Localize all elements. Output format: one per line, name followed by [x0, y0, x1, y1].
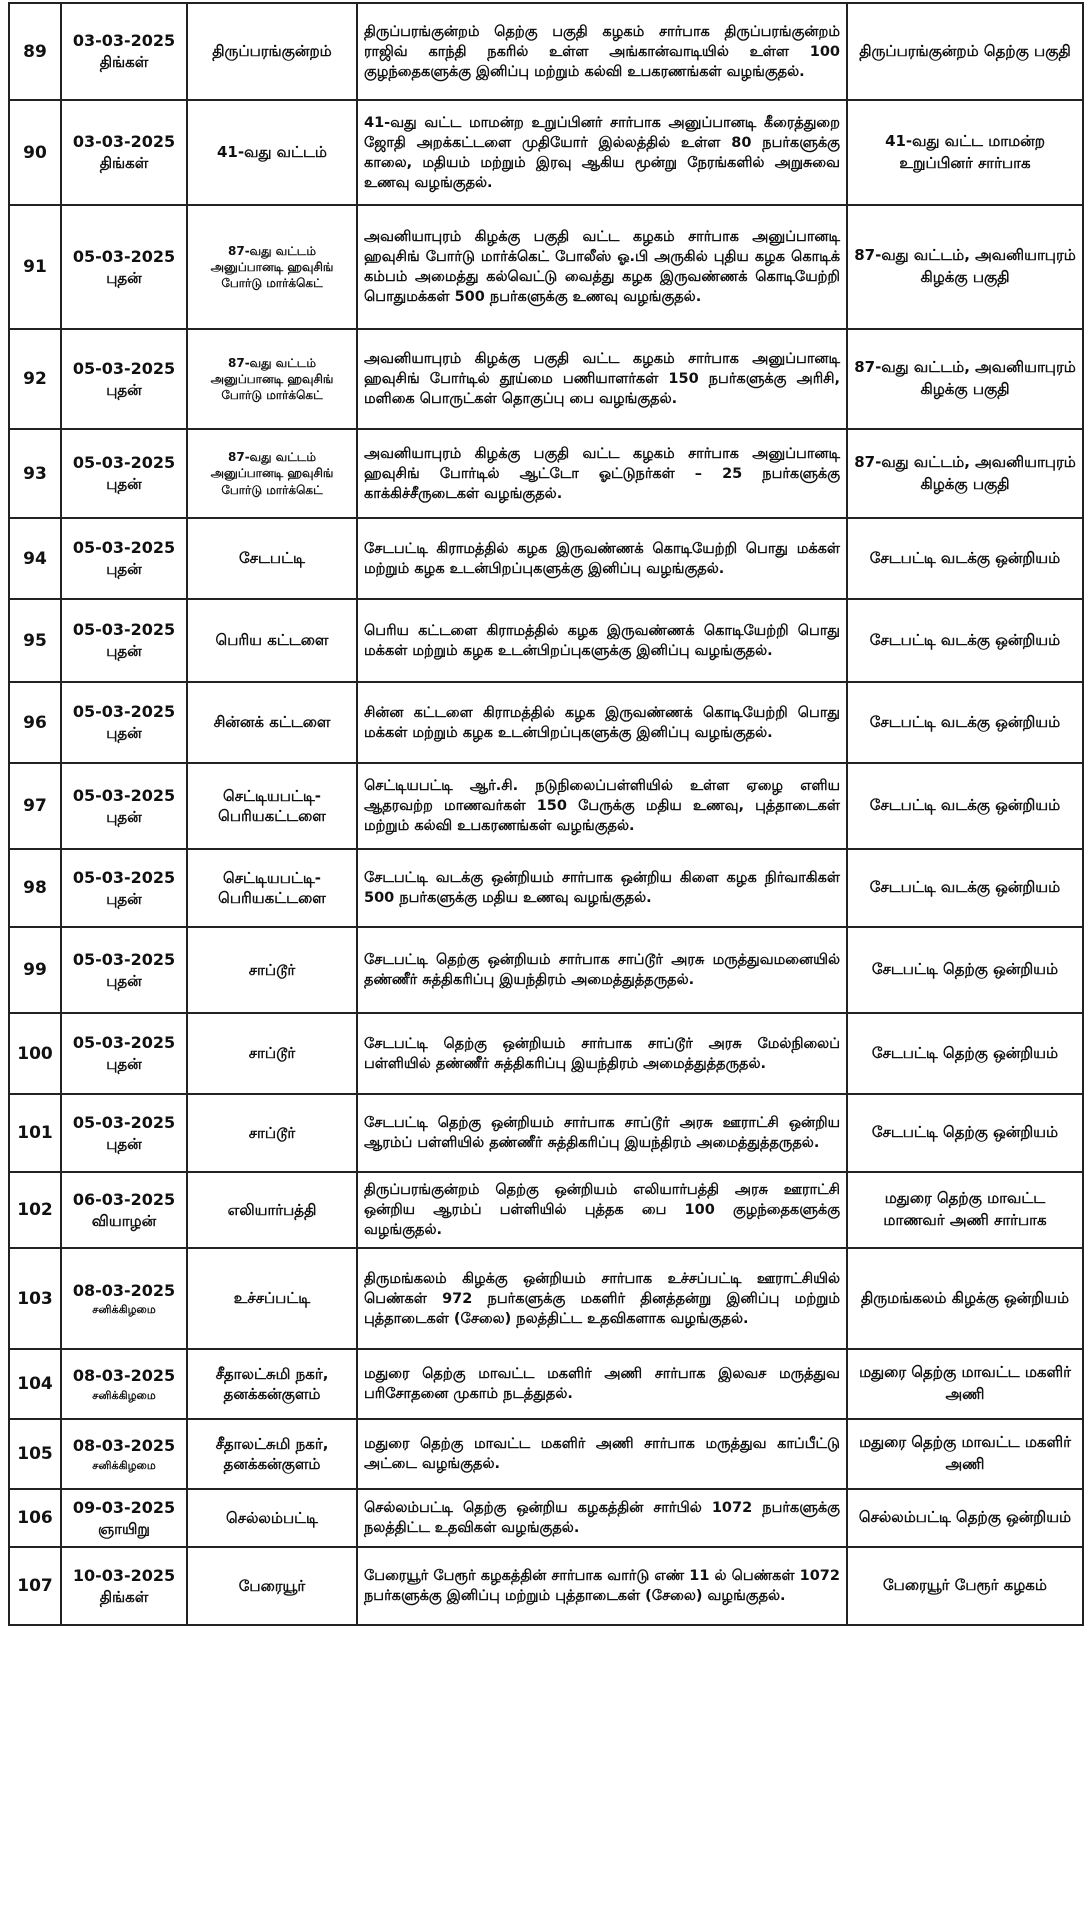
- event-date: 05-03-2025: [72, 246, 176, 266]
- event-weekday: வியாழன்: [91, 1211, 157, 1230]
- row-number: 105: [9, 1419, 61, 1489]
- event-weekday: திங்கள்: [99, 154, 149, 173]
- table-row: [9, 3, 1083, 100]
- event-date: 10-03-2025: [72, 1565, 176, 1585]
- event-organizer: 87-வது வட்டம், அவனியாபுரம் கிழக்கு பகுதி: [847, 329, 1083, 429]
- row-number: 100: [9, 1013, 61, 1094]
- event-description: சேடபட்டி தெற்கு ஒன்றியம் சார்பாக சாப்டூர் அரசு ஊராட்சி ஒன்றிய ஆரம்ப் பள்ளியில் தண்ணீர் சுத்திகரிப்பு இயந்திரம் அமைத்துத்தருதல்.: [357, 1094, 847, 1172]
- event-place: திருப்பரங்குன்றம்: [187, 3, 357, 100]
- date-cell: [61, 1547, 187, 1625]
- row-number: 92: [9, 329, 61, 429]
- date-cell: [61, 329, 187, 429]
- event-date: 05-03-2025: [72, 1112, 176, 1132]
- event-description: அவனியாபுரம் கிழக்கு பகுதி வட்ட கழகம் சார்பாக அனுப்பானடி ஹவுசிங் போர்டில் தூய்மை பணியாளர்கள் 150 நபர்களுக்கு அரிசி, மளிகை பொருட்கள் தொகுப்பு பை வழங்குதல்.: [357, 329, 847, 429]
- event-place: 87-வது வட்டம் அனுப்பானடி ஹவுசிங் போர்டு மார்க்கெட்: [187, 429, 357, 518]
- event-weekday: ஞாயிறு: [98, 1519, 150, 1538]
- date-cell: [61, 518, 187, 599]
- event-date: 05-03-2025: [72, 702, 176, 722]
- row-number: 98: [9, 849, 61, 927]
- event-place: சாப்டூர்: [187, 1094, 357, 1172]
- event-weekday: புதன்: [106, 971, 142, 990]
- events-table-body: [9, 3, 1083, 1625]
- event-organizer: சேடபட்டி வடக்கு ஒன்றியம்: [847, 763, 1083, 849]
- row-number: 94: [9, 518, 61, 599]
- event-description: பேரையூர் பேரூர் கழகத்தின் சார்பாக வார்டு எண் 11 ல் பெண்கள் 1072 நபர்களுக்கு இனிப்பு மற்றும் புத்தாடைகள் (சேலை) வழங்குதல்.: [357, 1547, 847, 1625]
- event-weekday: புதன்: [106, 889, 142, 908]
- event-weekday: சனிக்கிழமை: [92, 1458, 156, 1472]
- event-weekday: புதன்: [106, 807, 142, 826]
- event-organizer: மதுரை தெற்கு மாவட்ட மாணவர் அணி சார்பாக: [847, 1172, 1083, 1248]
- date-cell: [61, 429, 187, 518]
- event-weekday: திங்கள்: [99, 53, 149, 72]
- event-weekday: புதன்: [106, 1134, 142, 1153]
- table-row: [9, 205, 1083, 329]
- date-cell: [61, 1349, 187, 1419]
- table-row: [9, 518, 1083, 599]
- event-organizer: 87-வது வட்டம், அவனியாபுரம் கிழக்கு பகுதி: [847, 205, 1083, 329]
- event-description: செட்டியபட்டி ஆர்.சி. நடுநிலைப்பள்ளியில் உள்ள ஏழை எளிய ஆதரவற்ற மாணவர்கள் 150 பேருக்கு மதிய உணவு, புத்தாடைகள் மற்றும் கல்வி உபகரணங்கள் வழங்குதல்.: [357, 763, 847, 849]
- event-description: சின்ன கட்டளை கிராமத்தில் கழக இருவண்ணக் கொடியேற்றி பொது மக்கள் மற்றும் கழக உடன்பிறப்புகளுக்கு இனிப்பு வழங்குதல்.: [357, 682, 847, 763]
- event-organizer: சேடபட்டி தெற்கு ஒன்றியம்: [847, 1013, 1083, 1094]
- table-row: [9, 849, 1083, 927]
- event-organizer: சேடபட்டி தெற்கு ஒன்றியம்: [847, 927, 1083, 1013]
- table-row: [9, 1248, 1083, 1349]
- event-weekday: சனிக்கிழமை: [92, 1303, 156, 1317]
- event-description: அவனியாபுரம் கிழக்கு பகுதி வட்ட கழகம் சார்பாக அனுப்பானடி ஹவுசிங் போர்டில் ஆட்டோ ஓட்டுநர்கள் – 25 நபர்களுக்கு காக்கிச்சீருடைகள் வழங்குதல்.: [357, 429, 847, 518]
- event-description: சேடபட்டி கிராமத்தில் கழக இருவண்ணக் கொடியேற்றி பொது மக்கள் மற்றும் கழக உடன்பிறப்புகளுக்கு இனிப்பு வழங்குதல்.: [357, 518, 847, 599]
- event-organizer: மதுரை தெற்கு மாவட்ட மகளிர் அணி: [847, 1349, 1083, 1419]
- event-date: 05-03-2025: [72, 453, 176, 473]
- table-row: [9, 927, 1083, 1013]
- table-row: [9, 1349, 1083, 1419]
- event-date: 03-03-2025: [72, 132, 176, 152]
- row-number: 101: [9, 1094, 61, 1172]
- event-description: சேடபட்டி தெற்கு ஒன்றியம் சார்பாக சாப்டூர் அரசு மேல்நிலைப் பள்ளியில் தண்ணீர் சுத்திகரிப்பு இயந்திரம் அமைத்துத்தருதல்.: [357, 1013, 847, 1094]
- row-number: 104: [9, 1349, 61, 1419]
- date-cell: [61, 1172, 187, 1248]
- event-organizer: பேரையூர் பேரூர் கழகம்: [847, 1547, 1083, 1625]
- event-place: 87-வது வட்டம் அனுப்பானடி ஹவுசிங் போர்டு மார்க்கெட்: [187, 329, 357, 429]
- row-number: 93: [9, 429, 61, 518]
- event-weekday: புதன்: [106, 560, 142, 579]
- row-number: 107: [9, 1547, 61, 1625]
- date-cell: [61, 599, 187, 682]
- event-organizer: 41-வது வட்ட மாமன்ற உறுப்பினர் சார்பாக: [847, 100, 1083, 205]
- event-organizer: 87-வது வட்டம், அவனியாபுரம் கிழக்கு பகுதி: [847, 429, 1083, 518]
- event-description: சேடபட்டி வடக்கு ஒன்றியம் சார்பாக ஒன்றிய கிளை கழக நிர்வாகிகள் 500 நபர்களுக்கு மதிய உணவு வழங்குதல்.: [357, 849, 847, 927]
- table-row: [9, 1013, 1083, 1094]
- table-row: [9, 329, 1083, 429]
- event-date: 05-03-2025: [72, 785, 176, 805]
- event-description: திருப்பரங்குன்றம் தெற்கு பகுதி கழகம் சார்பாக திருப்பரங்குன்றம் ராஜிவ் காந்தி நகரில் உள்ள அங்கான்வாடியில் உள்ள 100 குழந்தைகளுக்கு இனிப்பு மற்றும் கல்வி உபகரணங்கள் வழங்குதல்.: [357, 3, 847, 100]
- event-place: செல்லம்பட்டி: [187, 1489, 357, 1547]
- date-cell: [61, 682, 187, 763]
- event-date: 08-03-2025: [72, 1280, 176, 1300]
- event-weekday: புதன்: [106, 724, 142, 743]
- row-number: 102: [9, 1172, 61, 1248]
- table-row: [9, 100, 1083, 205]
- event-place: எலியார்பத்தி: [187, 1172, 357, 1248]
- event-description: சேடபட்டி தெற்கு ஒன்றியம் சார்பாக சாப்டூர் அரசு மருத்துவமனையில் தண்ணீர் சுத்திகரிப்பு இயந்திரம் அமைத்துத்தருதல்.: [357, 927, 847, 1013]
- date-cell: [61, 3, 187, 100]
- event-description: பெரிய கட்டளை கிராமத்தில் கழக இருவண்ணக் கொடியேற்றி பொது மக்கள் மற்றும் கழக உடன்பிறப்புகளுக்கு இனிப்பு வழங்குதல்.: [357, 599, 847, 682]
- event-date: 06-03-2025: [72, 1189, 176, 1209]
- event-date: 05-03-2025: [72, 1033, 176, 1053]
- event-organizer: சேடபட்டி தெற்கு ஒன்றியம்: [847, 1094, 1083, 1172]
- row-number: 95: [9, 599, 61, 682]
- event-date: 09-03-2025: [72, 1497, 176, 1517]
- date-cell: [61, 763, 187, 849]
- date-cell: [61, 1419, 187, 1489]
- row-number: 91: [9, 205, 61, 329]
- row-number: 97: [9, 763, 61, 849]
- event-weekday: புதன்: [106, 268, 142, 287]
- date-cell: [61, 1013, 187, 1094]
- row-number: 103: [9, 1248, 61, 1349]
- event-organizer: சேடபட்டி வடக்கு ஒன்றியம்: [847, 599, 1083, 682]
- event-organizer: திருப்பரங்குன்றம் தெற்கு பகுதி: [847, 3, 1083, 100]
- event-place: செட்டியபட்டி-பெரியகட்டளை: [187, 763, 357, 849]
- row-number: 90: [9, 100, 61, 205]
- event-place: சீதாலட்சுமி நகர், தனக்கன்குளம்: [187, 1419, 357, 1489]
- event-place: சீதாலட்சுமி நகர், தனக்கன்குளம்: [187, 1349, 357, 1419]
- event-organizer: சேடபட்டி வடக்கு ஒன்றியம்: [847, 682, 1083, 763]
- event-place: சேடபட்டி: [187, 518, 357, 599]
- event-date: 05-03-2025: [72, 867, 176, 887]
- row-number: 89: [9, 3, 61, 100]
- event-weekday: புதன்: [106, 380, 142, 399]
- event-date: 08-03-2025: [72, 1436, 176, 1456]
- event-description: திருப்பரங்குன்றம் தெற்கு ஒன்றியம் எலியார்பத்தி அரசு ஊராட்சி ஒன்றிய ஆரம்ப் பள்ளியில் புத்தக பை 100 குழந்தைகளுக்கு வழங்குதல்.: [357, 1172, 847, 1248]
- event-place: செட்டியபட்டி-பெரியகட்டளை: [187, 849, 357, 927]
- event-date: 05-03-2025: [72, 358, 176, 378]
- events-table: [8, 2, 1084, 1626]
- event-date: 08-03-2025: [72, 1366, 176, 1386]
- date-cell: [61, 100, 187, 205]
- date-cell: [61, 1248, 187, 1349]
- row-number: 99: [9, 927, 61, 1013]
- date-cell: [61, 1489, 187, 1547]
- events-table-sheet: [8, 2, 1082, 1908]
- event-date: 05-03-2025: [72, 620, 176, 640]
- event-place: பெரிய கட்டளை: [187, 599, 357, 682]
- table-row: [9, 1547, 1083, 1625]
- date-cell: [61, 849, 187, 927]
- event-date: 03-03-2025: [72, 31, 176, 51]
- event-weekday: சனிக்கிழமை: [92, 1388, 156, 1402]
- date-cell: [61, 927, 187, 1013]
- table-row: [9, 763, 1083, 849]
- event-description: திருமங்கலம் கிழக்கு ஒன்றியம் சார்பாக உச்சப்பட்டி ஊராட்சியில் பெண்கள் 972 நபர்களுக்கு மகளிர் தினத்தன்று இனிப்பு மற்றும் புத்தாடைகள் (சேலை) நலத்திட்ட உதவிகளாக வழங்குதல்.: [357, 1248, 847, 1349]
- event-description: 41-வது வட்ட மாமன்ற உறுப்பினர் சார்பாக அனுப்பானடி கீரைத்துறை ஜோதி அறக்கட்டளை முதியோர் இல்லத்தில் உள்ள 80 நபர்களுக்கு காலை, மதியம் மற்றும் இரவு ஆகிய மூன்று நேரங்களில் அறுசுவை உணவு வழங்குதல்.: [357, 100, 847, 205]
- table-row: [9, 429, 1083, 518]
- table-row: [9, 682, 1083, 763]
- date-cell: [61, 1094, 187, 1172]
- table-row: [9, 1172, 1083, 1248]
- event-weekday: புதன்: [106, 475, 142, 494]
- event-weekday: புதன்: [106, 1055, 142, 1074]
- event-weekday: திங்கள்: [99, 1587, 149, 1606]
- event-organizer: செல்லம்பட்டி தெற்கு ஒன்றியம்: [847, 1489, 1083, 1547]
- table-row: [9, 1094, 1083, 1172]
- event-description: செல்லம்பட்டி தெற்கு ஒன்றிய கழகத்தின் சார்பில் 1072 நபர்களுக்கு நலத்திட்ட உதவிகள் வழங்குதல்.: [357, 1489, 847, 1547]
- table-row: [9, 1419, 1083, 1489]
- event-organizer: மதுரை தெற்கு மாவட்ட மகளிர் அணி: [847, 1419, 1083, 1489]
- date-cell: [61, 205, 187, 329]
- event-description: மதுரை தெற்கு மாவட்ட மகளிர் அணி சார்பாக இலவச மருத்துவ பரிசோதனை முகாம் நடத்துதல்.: [357, 1349, 847, 1419]
- event-date: 05-03-2025: [72, 538, 176, 558]
- event-organizer: திருமங்கலம் கிழக்கு ஒன்றியம்: [847, 1248, 1083, 1349]
- event-place: சின்னக் கட்டளை: [187, 682, 357, 763]
- table-row: [9, 599, 1083, 682]
- event-date: 05-03-2025: [72, 949, 176, 969]
- event-organizer: சேடபட்டி வடக்கு ஒன்றியம்: [847, 518, 1083, 599]
- event-place: பேரையூர்: [187, 1547, 357, 1625]
- event-place: சாப்டூர்: [187, 1013, 357, 1094]
- event-description: மதுரை தெற்கு மாவட்ட மகளிர் அணி சார்பாக மருத்துவ காப்பீட்டு அட்டை வழங்குதல்.: [357, 1419, 847, 1489]
- row-number: 106: [9, 1489, 61, 1547]
- event-place: 87-வது வட்டம் அனுப்பானடி ஹவுசிங் போர்டு மார்க்கெட்: [187, 205, 357, 329]
- event-weekday: புதன்: [106, 642, 142, 661]
- table-row: [9, 1489, 1083, 1547]
- event-place: உச்சப்பட்டி: [187, 1248, 357, 1349]
- event-place: 41-வது வட்டம்: [187, 100, 357, 205]
- event-place: சாப்டூர்: [187, 927, 357, 1013]
- event-description: அவனியாபுரம் கிழக்கு பகுதி வட்ட கழகம் சார்பாக அனுப்பானடி ஹவுசிங் போர்டு மார்க்கெட் போலீஸ் ஓ.பி அருகில் புதிய கழக கொடிக் கம்பம் அமைத்து கல்வெட்டு வைத்து கழக இருவண்ணக் கொடியேற்றி பொதுமக்கள் 500 நபர்களுக்கு உணவு வழங்குதல்.: [357, 205, 847, 329]
- row-number: 96: [9, 682, 61, 763]
- event-organizer: சேடபட்டி வடக்கு ஒன்றியம்: [847, 849, 1083, 927]
